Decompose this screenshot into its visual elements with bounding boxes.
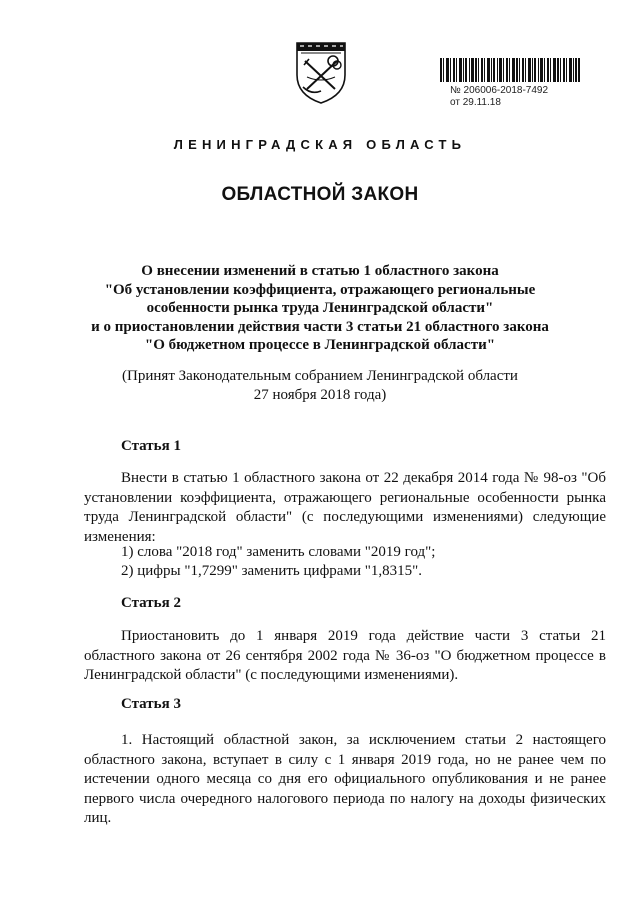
article-3-text: 1. Настоящий областной закон, за исключением статьи 2 настоящего областного закона, вступает в силу с 1 января 2019 года, но не ранее чем по истечении одного месяца со дня его официального опубликования и не ранее первого числа очередного налогового периода по налогу на доходы физических лиц.: [84, 732, 606, 826]
article-1-text: Внести в статью 1 областного закона от 22 декабря 2014 года № 98-оз "Об установлении коэффициента, отражающего региональные особенности рынка труда Ленинградской области" (с последующими изменениями) следующие изменения:: [84, 470, 606, 545]
law-title-line: О внесении изменений в статью 1 областного закона: [141, 263, 499, 279]
coat-of-arms-icon: [291, 37, 351, 105]
article-3-heading: Статья 3: [121, 696, 181, 712]
law-title-line: особенности рынка труда Ленинградской области": [146, 300, 494, 316]
barcode-icon: [440, 58, 580, 82]
law-type-heading: ОБЛАСТНОЙ ЗАКОН: [221, 184, 419, 205]
law-title-line: "Об установлении коэффициента, отражающего региональные: [104, 281, 536, 298]
law-title-line: и о приостановлении действия части 3 статьи 21 областного закона: [91, 318, 549, 335]
article-2-text: Приостановить до 1 января 2019 года действие части 3 статьи 21 областного закона от 26 сентября 2002 года № 36-оз "О бюджетном процессе в Ленинградской области" (с последующими изменениями).: [84, 628, 606, 683]
adoption-note-line: (Принят Законодательным собранием Ленинградской области: [122, 368, 518, 384]
article-1-item-2: 2) цифры "1,7299" заменить цифрами "1,8315".: [121, 563, 422, 579]
article-1-heading: Статья 1: [121, 438, 181, 454]
region-name: ЛЕНИНГРАДСКАЯ ОБЛАСТЬ: [173, 137, 467, 152]
document-date: от 29.11.18: [450, 97, 501, 108]
adoption-note-line: 27 ноября 2018 года): [253, 387, 387, 403]
law-title: [60, 262, 580, 355]
adoption-note: [60, 367, 580, 405]
registration-block: [440, 58, 582, 109]
article-2-heading: Статья 2: [121, 595, 181, 611]
article-1-item-1: 1) слова "2018 год" заменить словами "2019 год";: [121, 544, 436, 560]
law-title-line: "О бюджетном процессе в Ленинградской области": [144, 337, 496, 353]
document-number: № 206006-2018-7492: [450, 85, 549, 96]
